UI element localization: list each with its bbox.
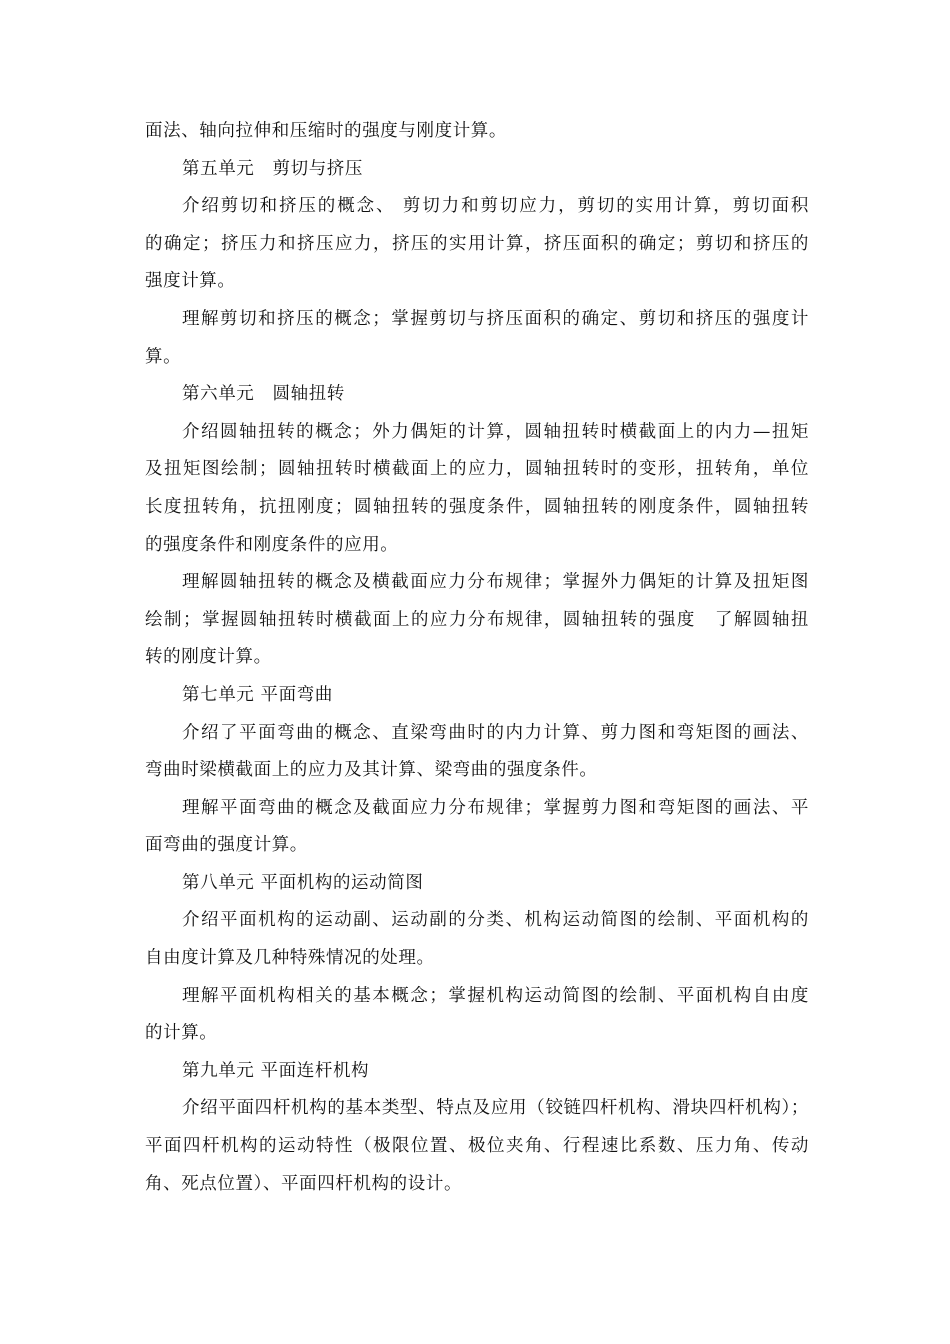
text-line: 介绍平面机构的运动副、运动副的分类、机构运动简图的绘制、平面机构的: [182, 910, 809, 931]
text-line: 平面四杆机构的运动特性（极限位置、极位夹角、行程速比系数、压力角、传动: [145, 1136, 809, 1157]
text-line: 面弯曲的强度计算。: [145, 835, 308, 856]
text-line: 的确定；挤压力和挤压应力，挤压的实用计算，挤压面积的确定；剪切和挤压的: [145, 233, 809, 254]
text-line: 强度计算。: [145, 271, 236, 292]
text-line: 第七单元 平面弯曲: [182, 684, 333, 705]
text-line: 介绍剪切和挤压的概念、 剪切力和剪切应力，剪切的实用计算，剪切面积: [182, 196, 809, 217]
text-line: 理解剪切和挤压的概念；掌握剪切与挤压面积的确定、剪切和挤压的强度计: [182, 308, 809, 329]
text-line: 面法、轴向拉伸和压缩时的强度与刚度计算。: [145, 121, 507, 141]
text-line: 的强度条件和刚度条件的应用。: [145, 534, 399, 555]
text-line: 长度扭转角，抗扭刚度；圆轴扭转的强度条件，圆轴扭转的刚度条件，圆轴扭转: [145, 496, 809, 517]
text-line: 介绍平面四杆机构的基本类型、特点及应用（铰链四杆机构、滑块四杆机构）；: [182, 1098, 809, 1119]
text-line: 理解平面弯曲的概念及截面应力分布规律；掌握剪力图和弯矩图的画法、平: [182, 797, 809, 818]
document-body: [145, 113, 809, 1203]
text-line: 理解平面机构相关的基本概念；掌握机构运动简图的绘制、平面机构自由度: [182, 985, 809, 1006]
text-line: 角、死点位置）、平面四杆机构的设计。: [145, 1173, 463, 1194]
text-line: 第八单元 平面机构的运动简图: [182, 872, 424, 893]
text-line: 算。: [145, 346, 182, 367]
text-line: 理解圆轴扭转的概念及横截面应力分布规律；掌握外力偶矩的计算及扭矩图: [182, 572, 809, 593]
text-line: 第九单元 平面连杆机构: [182, 1060, 370, 1081]
text-line: 的计算。: [145, 1023, 218, 1044]
text-line: 自由度计算及几种特殊情况的处理。: [145, 948, 435, 969]
text-line: 转的刚度计算。: [145, 647, 272, 668]
text-line: 介绍圆轴扭转的概念；外力偶矩的计算，圆轴扭转时横截面上的内力—扭矩: [182, 421, 809, 442]
text-line: 及扭矩图绘制；圆轴扭转时横截面上的应力，圆轴扭转时的变形，扭转角，单位: [145, 459, 809, 480]
text-line: 第五单元 剪切与挤压: [182, 158, 363, 179]
text-line: 弯曲时梁横截面上的应力及其计算、梁弯曲的强度条件。: [145, 760, 598, 781]
text-line: 绘制；掌握圆轴扭转时横截面上的应力分布规律，圆轴扭转的强度 了解圆轴扭: [145, 609, 809, 630]
text-line: 第六单元 圆轴扭转: [182, 384, 345, 405]
text-line: 介绍了平面弯曲的概念、直梁弯曲时的内力计算、剪力图和弯矩图的画法、: [182, 722, 809, 743]
